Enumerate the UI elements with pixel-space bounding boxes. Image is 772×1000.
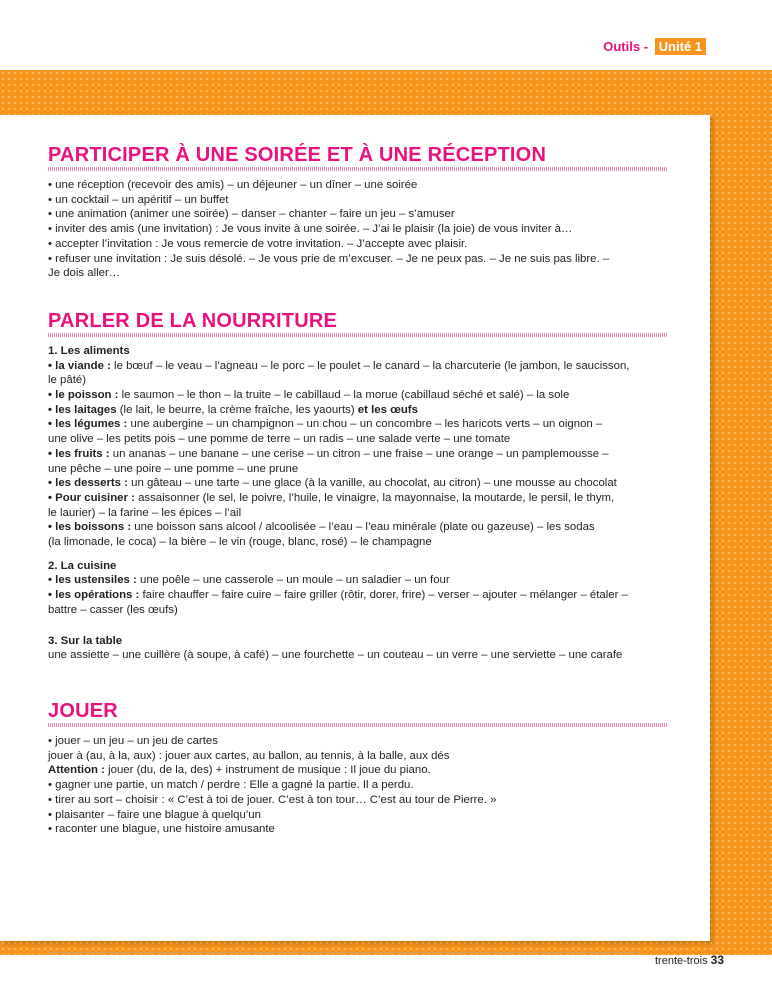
page-content — [48, 145, 668, 837]
list-item: • un cocktail – un apéritif – un buffet — [48, 193, 229, 206]
list-item: une pêche – une poire – une pomme – une prune — [48, 462, 299, 475]
section-soiree-body — [48, 178, 668, 281]
tools-label: Outils - — [603, 39, 649, 54]
list-item: jouer à (au, à la, aux) : jouer aux cartes, au ballon, au tennis, à la balle, aux dés — [48, 749, 450, 762]
list-item: battre – casser (les œufs) — [48, 603, 178, 616]
section-divider — [48, 167, 668, 171]
section-title-jouer: JOUER — [48, 699, 118, 722]
list-item: • inviter des amis (une invitation) : Je vous invite à une soirée. – J’ai le plaisir (la joie) de vous inviter à… — [48, 223, 573, 236]
list-item: • les boissons : une boisson sans alcool / alcoolisée – l’eau – l’eau minérale (plate ou gazeuse) – les sodas — [48, 521, 595, 534]
list-item: • tirer au sort – choisir : « C’est à toi de jouer. C’est à ton tour… C’est au tour de Pierre. » — [48, 793, 497, 806]
list-item: • raconter une blague, une histoire amusante — [48, 823, 275, 836]
list-item: • gagner une partie, un match / perdre : Elle a gagné la partie. Il a perdu. — [48, 779, 414, 792]
list-item: le laurier) – la farine – les épices – l’ail — [48, 506, 242, 519]
list-item: • les fruits : un ananas – une banane – une cerise – un citron – une fraise – une orange – un pamplemousse – — [48, 447, 609, 460]
list-item: le pâté) — [48, 374, 86, 387]
list-item: • plaisanter – faire une blague à quelqu’un — [48, 808, 261, 821]
page-number-words: trente-trois — [655, 955, 711, 967]
section-divider — [48, 723, 668, 727]
list-item: Attention : jouer (du, de la, des) + instrument de musique : Il joue du piano. — [48, 764, 431, 777]
list-item: • la viande : le bœuf – le veau – l’agneau – le porc – le poulet – le canard – la charcuterie (le jambon, le saucisson, — [48, 359, 630, 372]
subheading-aliments: 1. Les aliments — [48, 344, 130, 357]
list-item: • les opérations : faire chauffer – faire cuire – faire griller (rôtir, dorer, frire) – verser – ajouter – mélanger – étaler – — [48, 589, 628, 602]
list-item: une assiette – une cuillère (à soupe, à café) – une fourchette – un couteau – un verre – une serviette – une carafe — [48, 649, 623, 662]
page-number: 33 — [710, 953, 724, 967]
page-footer — [655, 953, 724, 967]
section-title-soiree: PARTICIPER À UNE SOIRÉE ET À UNE RÉCEPTION — [48, 144, 547, 166]
footer-divider — [48, 952, 638, 953]
list-item: • les desserts : un gâteau – une tarte – une glace (à la vanille, au chocolat, au citron) – une mousse au chocolat — [48, 477, 617, 490]
unit-tag — [603, 38, 706, 55]
list-item: • une réception (recevoir des amis) – un déjeuner – un dîner – une soirée — [48, 179, 418, 191]
subheading-table: 3. Sur la table — [48, 634, 123, 647]
subheading-cuisine: 2. La cuisine — [48, 559, 117, 572]
list-item: (la limonade, le coca) – la bière – le vin (rouge, blanc, rosé) – le champagne — [48, 536, 432, 549]
list-item: • Pour cuisiner : assaisonner (le sel, le poivre, l’huile, le vinaigre, la mayonnaise, la moutarde, le persil, le thym, — [48, 491, 615, 504]
list-item: • les légumes : une aubergine – un champignon – un chou – un concombre – les haricots verts – un oignon – — [48, 418, 603, 431]
section-divider — [48, 333, 668, 337]
list-item: Je dois aller… — [48, 267, 121, 280]
section-title-nourriture: PARLER DE LA NOURRITURE — [48, 309, 338, 332]
unit-badge: Unité 1 — [655, 38, 706, 55]
section-nourriture-body — [48, 344, 668, 663]
list-item: • accepter l’invitation : Je vous remercie de votre invitation. – J’accepte avec plaisir. — [48, 237, 468, 250]
section-jouer-body — [48, 734, 668, 837]
list-item: • le poisson : le saumon – le thon – la truite – le cabillaud – la morue (cabillaud séché et salé) – la sole — [48, 389, 570, 402]
list-item: • les laitages (le lait, le beurre, la crème fraîche, les yaourts) et les œufs — [48, 403, 418, 416]
list-item: une olive – les petits pois – une pomme de terre – un radis – une salade verte – une tomate — [48, 433, 511, 446]
list-item: • refuser une invitation : Je suis désolé. – Je vous prie de m’excuser. – Je ne peux pas. – Je ne suis pas libre. – — [48, 252, 610, 265]
list-item: • les ustensiles : une poêle – une casserole – un moule – un saladier – un four — [48, 574, 450, 587]
list-item: • une animation (animer une soirée) – danser – chanter – faire un jeu – s’amuser — [48, 208, 455, 221]
list-item: • jouer – un jeu – un jeu de cartes — [48, 734, 218, 747]
